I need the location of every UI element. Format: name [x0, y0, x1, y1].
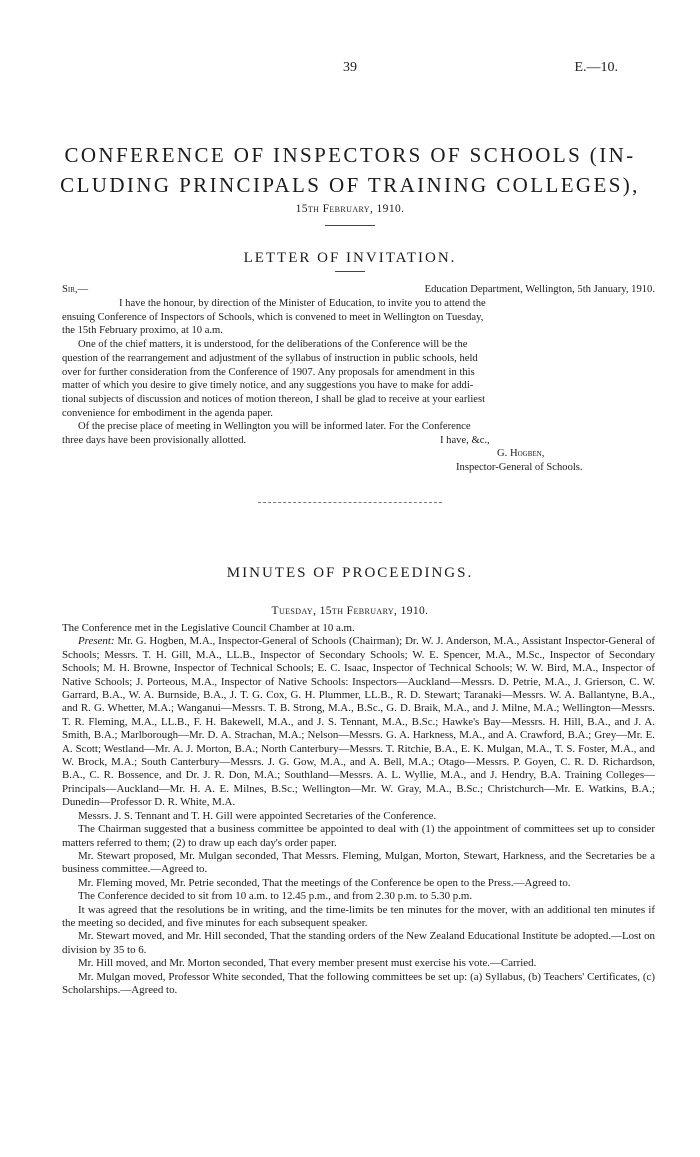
- minutes-paragraph: Mr. Stewart moved, and Mr. Hill seconded, That the standing orders of the New Zealand Educational Institute be adopted.—Lost on division by 35 to 6.: [62, 930, 655, 956]
- minutes-paragraph: Mr. Fleming moved, Mr. Petrie seconded, That the meetings of the Conference be open to the Press.—Agreed to.: [78, 876, 571, 889]
- minutes-body: [62, 622, 655, 997]
- title-divider: [325, 225, 375, 226]
- minutes-paragraph: Mr. Stewart proposed, Mr. Mulgan seconded, That Messrs. Fleming, Mulgan, Morton, Stewart, Harkness, and the Secretaries be a business committee.—Agreed to.: [62, 849, 655, 876]
- minutes-paragraph: The Chairman suggested that a business committee be appointed to deal with (1) the appointment of committees set up to consider matters referred to them; (2) to draw up each day's order paper.: [62, 823, 655, 849]
- conference-date: 15th February, 1910.: [295, 203, 405, 215]
- letter-line: convenience for embodiment in the agenda paper.: [62, 407, 273, 419]
- letter-signer-title: Inspector-General of Schools.: [456, 462, 583, 473]
- minutes-paragraph: Mr. Hill moved, and Mr. Morton seconded, That every member present must exercise his vote.—Carried.: [78, 957, 537, 970]
- letter-line: matter of which you desire to give timely notice, and any suggestions you have to make for addi-: [62, 380, 474, 392]
- letter-line: I have the honour, by direction of the Minister of Education, to invite you to attend the: [119, 298, 486, 309]
- letter-line: tional subjects of discussion and notices of motion thereon, I shall be glad to receive at your earliest: [62, 393, 486, 405]
- minutes-paragraph: Mr. Mulgan moved, Professor White seconded, That the following committees be set up: (a) Syllabus, (b) Teachers' Certificates, (c) Scholarships.—Agreed to.: [62, 970, 655, 996]
- minutes-paragraph: The Conference met in the Legislative Council Chamber at 10 a.m.: [62, 622, 355, 634]
- letter-line: Of the precise place of meeting in Wellington you will be informed later. For the Conference: [78, 421, 471, 433]
- minutes-paragraph: Messrs. J. S. Tennant and T. H. Gill were appointed Secretaries of the Conference.: [78, 809, 437, 822]
- minutes-paragraph-present: Present: Mr. G. Hogben, M.A., Inspector-General of Schools (Chairman); Dr. W. J. Anderson, M.A., Assistant Inspector-General of Schools; Messrs. T. H. Gill, M.A., LL.B., Inspector of Secondary Schools; W. E. Spencer, M.A., M.Sc., Inspector of Secondary Schools; M. H. Browne, Inspector of Technical Schools; E. C. Isaac, Inspector of Technical Schools; W. W. Bird, M.A., Inspector of Native Schools; J. Porteous, M.A., Inspector of Native Schools: Inspectors—Auckland—Messrs. D. Petrie, M.A., J. Grierson, C. W. Garrard, B.A., W. A. Burnside, B.A., J. T. G. Cox, G. H. Plummer, LL.B., R. D. Stewart; Taranaki—Messrs. W. A. Ballantyne, B.A., and R. G. Whetter, M.A.; Wanganui—Messrs. T. B. Strong, M.A., B.Sc., G. D. Braik, M.A., and J. Milne, M.A.; Wellington—Messrs. T. R. Fleming, M.A., LL.B., F. H. Bakewell, M.A., and J. S. Tennant, M.A., B.Sc.; Hawke's Bay—Messrs. H. Hill, B.A., and J. A. Smith, B.A.; Marlborough—Mr. D. A. Strachan, M.A.; Nelson—Messrs. G. A. Harkness, M.A., and A. Crawford, B.A.; Grey—Mr. E. A. Scott; Westland—Mr. A. J. Morton, B.A.; North Canterbury—Messrs. T. Ritchie, B.A., E. K. Mulgan, M.A., T. S. Foster, M.A., and W. Brock, M.A.; South Canterbury—Messrs. J. G. Gow, M.A., and A. Bell, M.A.; Otago—Messrs. P. Goyen, C. R. D. Richardson, B.A., C. R. Bossence, and Dr. J. R. Don, M.A.; Southland—Messrs. A. L. Wyllie, M.A., and J. Hendry, B.A. Training Colleges—Principals—Auckland—Mr. H. A. E. Milnes, B.Sc.; Wellington—Mr. W. Gray, M.A., B.Sc.; Christchurch—Mr. E. Watkins, B.A.; Dunedin—Professor D. R. White, M.A.: [62, 635, 655, 809]
- letter-heading-divider: [335, 271, 365, 272]
- series-number: E.—10.: [574, 60, 618, 75]
- letter-line: the 15th February proximo, at 10 a.m.: [62, 325, 223, 337]
- letter-heading: LETTER OF INVITATION.: [243, 250, 457, 266]
- conference-title-line-1: CONFERENCE OF INSPECTORS OF SCHOOLS (IN-: [64, 143, 636, 167]
- letter-line: three days have been provisionally allotted.: [62, 435, 247, 447]
- conference-title-line-2: CLUDING PRINCIPALS OF TRAINING COLLEGES),: [60, 173, 640, 197]
- letter-body: [62, 297, 655, 448]
- letter-signer-name: G. Hogben,: [497, 448, 545, 459]
- conference-title: [40, 140, 660, 200]
- minutes-heading: MINUTES OF PROCEEDINGS.: [226, 565, 474, 581]
- minutes-paragraph: It was agreed that the resolutions be in writing, and the time-limits be ten minutes for the mover, with an additional ten minutes if the meeting so decided, and five minutes for each subsequent speaker.: [62, 903, 655, 929]
- minutes-paragraph: The Conference decided to sit from 10 a.m. to 12.45 p.m., and from 2.30 p.m. to 5.30 p.m.: [78, 890, 473, 903]
- letter-closing: I have, &c.,: [440, 435, 490, 446]
- minutes-date: Tuesday, 15th February, 1910.: [271, 605, 429, 617]
- letter-line: over for further consideration from the Conference of 1907. Any proposals for amendment in this: [62, 366, 475, 378]
- letter-address: Education Department, Wellington, 5th January, 1910.: [424, 284, 655, 295]
- letter-line: question of the rearrangement and adjustment of the syllabus of instruction in public schools, held: [62, 352, 478, 364]
- letter-line: ensuing Conference of Inspectors of Schools, which is convened to meet in Wellington on Tuesday,: [62, 311, 484, 323]
- page-number: 39: [343, 60, 357, 75]
- letter-salutation: Sir,—: [62, 284, 89, 295]
- letter-line: One of the chief matters, it is understood, for the deliberations of the Conference will be the: [78, 339, 468, 351]
- section-divider: [258, 502, 442, 503]
